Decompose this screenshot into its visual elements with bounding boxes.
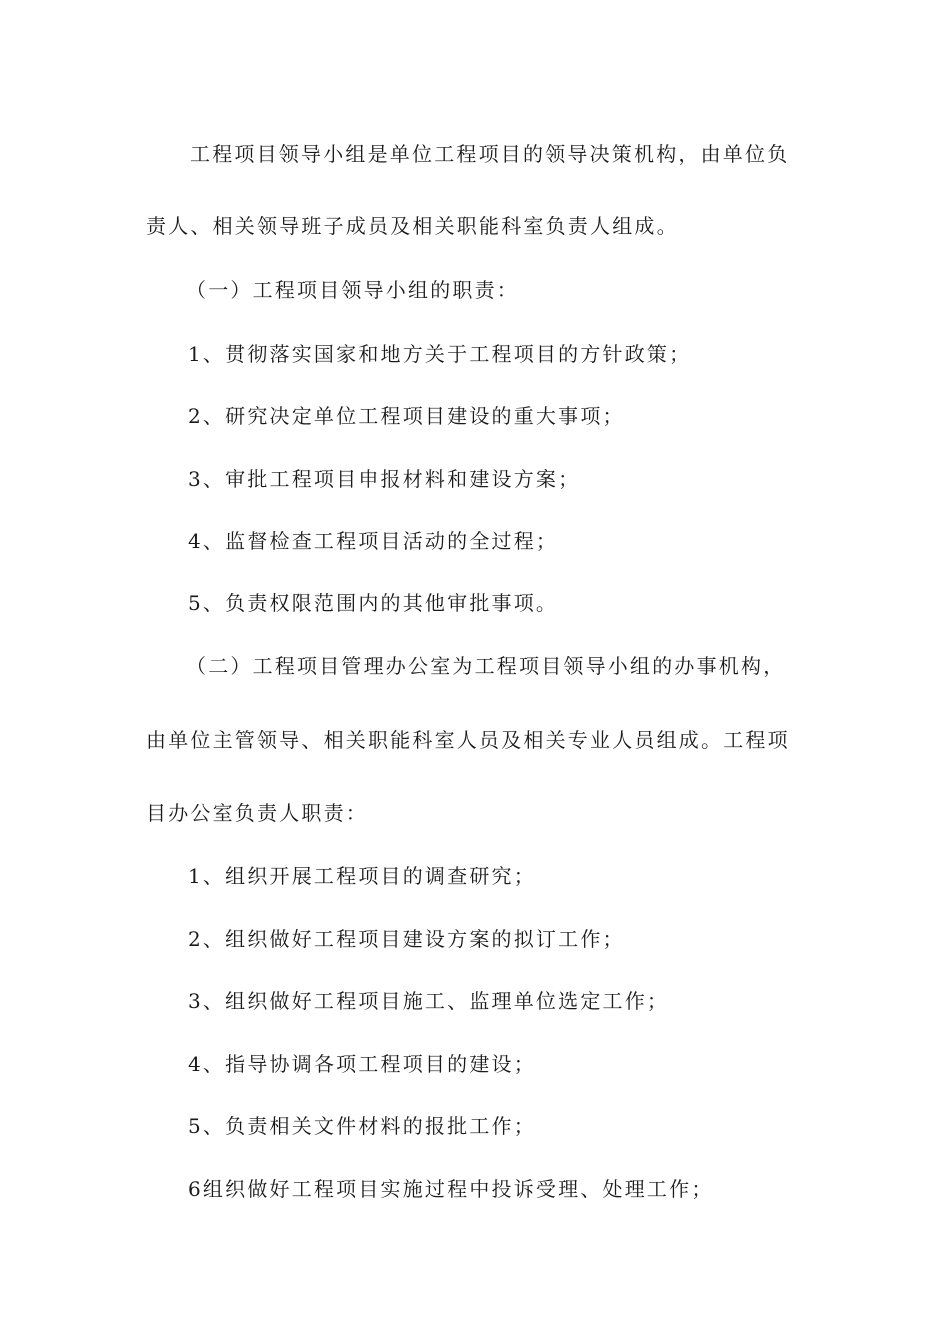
section-2-heading-line-1: （二）工程项目管理办公室为工程项目领导小组的办事机构，: [186, 654, 786, 678]
section-1-item-4: 4、监督检查工程项目活动的全过程；: [188, 529, 559, 553]
intro-paragraph-line-1: 工程项目领导小组是单位工程项目的领导决策机构，由单位负: [190, 142, 790, 166]
section-2-heading-line-2: 由单位主管领导、相关职能科室人员及相关专业人员组成。工程项: [146, 728, 790, 752]
section-1-item-5: 5、负责权限范围内的其他审批事项。: [188, 591, 559, 615]
section-1-item-2: 2、研究决定单位工程项目建设的重大事项；: [188, 404, 625, 428]
section-2-item-1: 1、组织开展工程项目的调查研究；: [188, 864, 536, 888]
section-1-item-3: 3、审批工程项目申报材料和建设方案；: [188, 467, 581, 491]
section-1-heading: （一）工程项目领导小组的职责：: [186, 278, 519, 302]
section-2-item-2: 2、组织做好工程项目建设方案的拟订工作；: [188, 927, 625, 951]
section-2-item-5: 5、负责相关文件材料的报批工作；: [188, 1114, 536, 1138]
section-2-item-4: 4、指导协调各项工程项目的建设；: [188, 1052, 536, 1076]
section-2-item-3: 3、组织做好工程项目施工、监理单位选定工作；: [188, 989, 670, 1013]
section-2-item-6: 6组织做好工程项目实施过程中投诉受理、处理工作；: [188, 1177, 714, 1201]
section-2-heading-line-3: 目办公室负责人职责：: [146, 801, 368, 825]
intro-paragraph-line-2: 责人、相关领导班子成员及相关职能科室负责人组成。: [146, 214, 679, 238]
section-1-item-1: 1、贯彻落实国家和地方关于工程项目的方针政策；: [188, 342, 692, 366]
